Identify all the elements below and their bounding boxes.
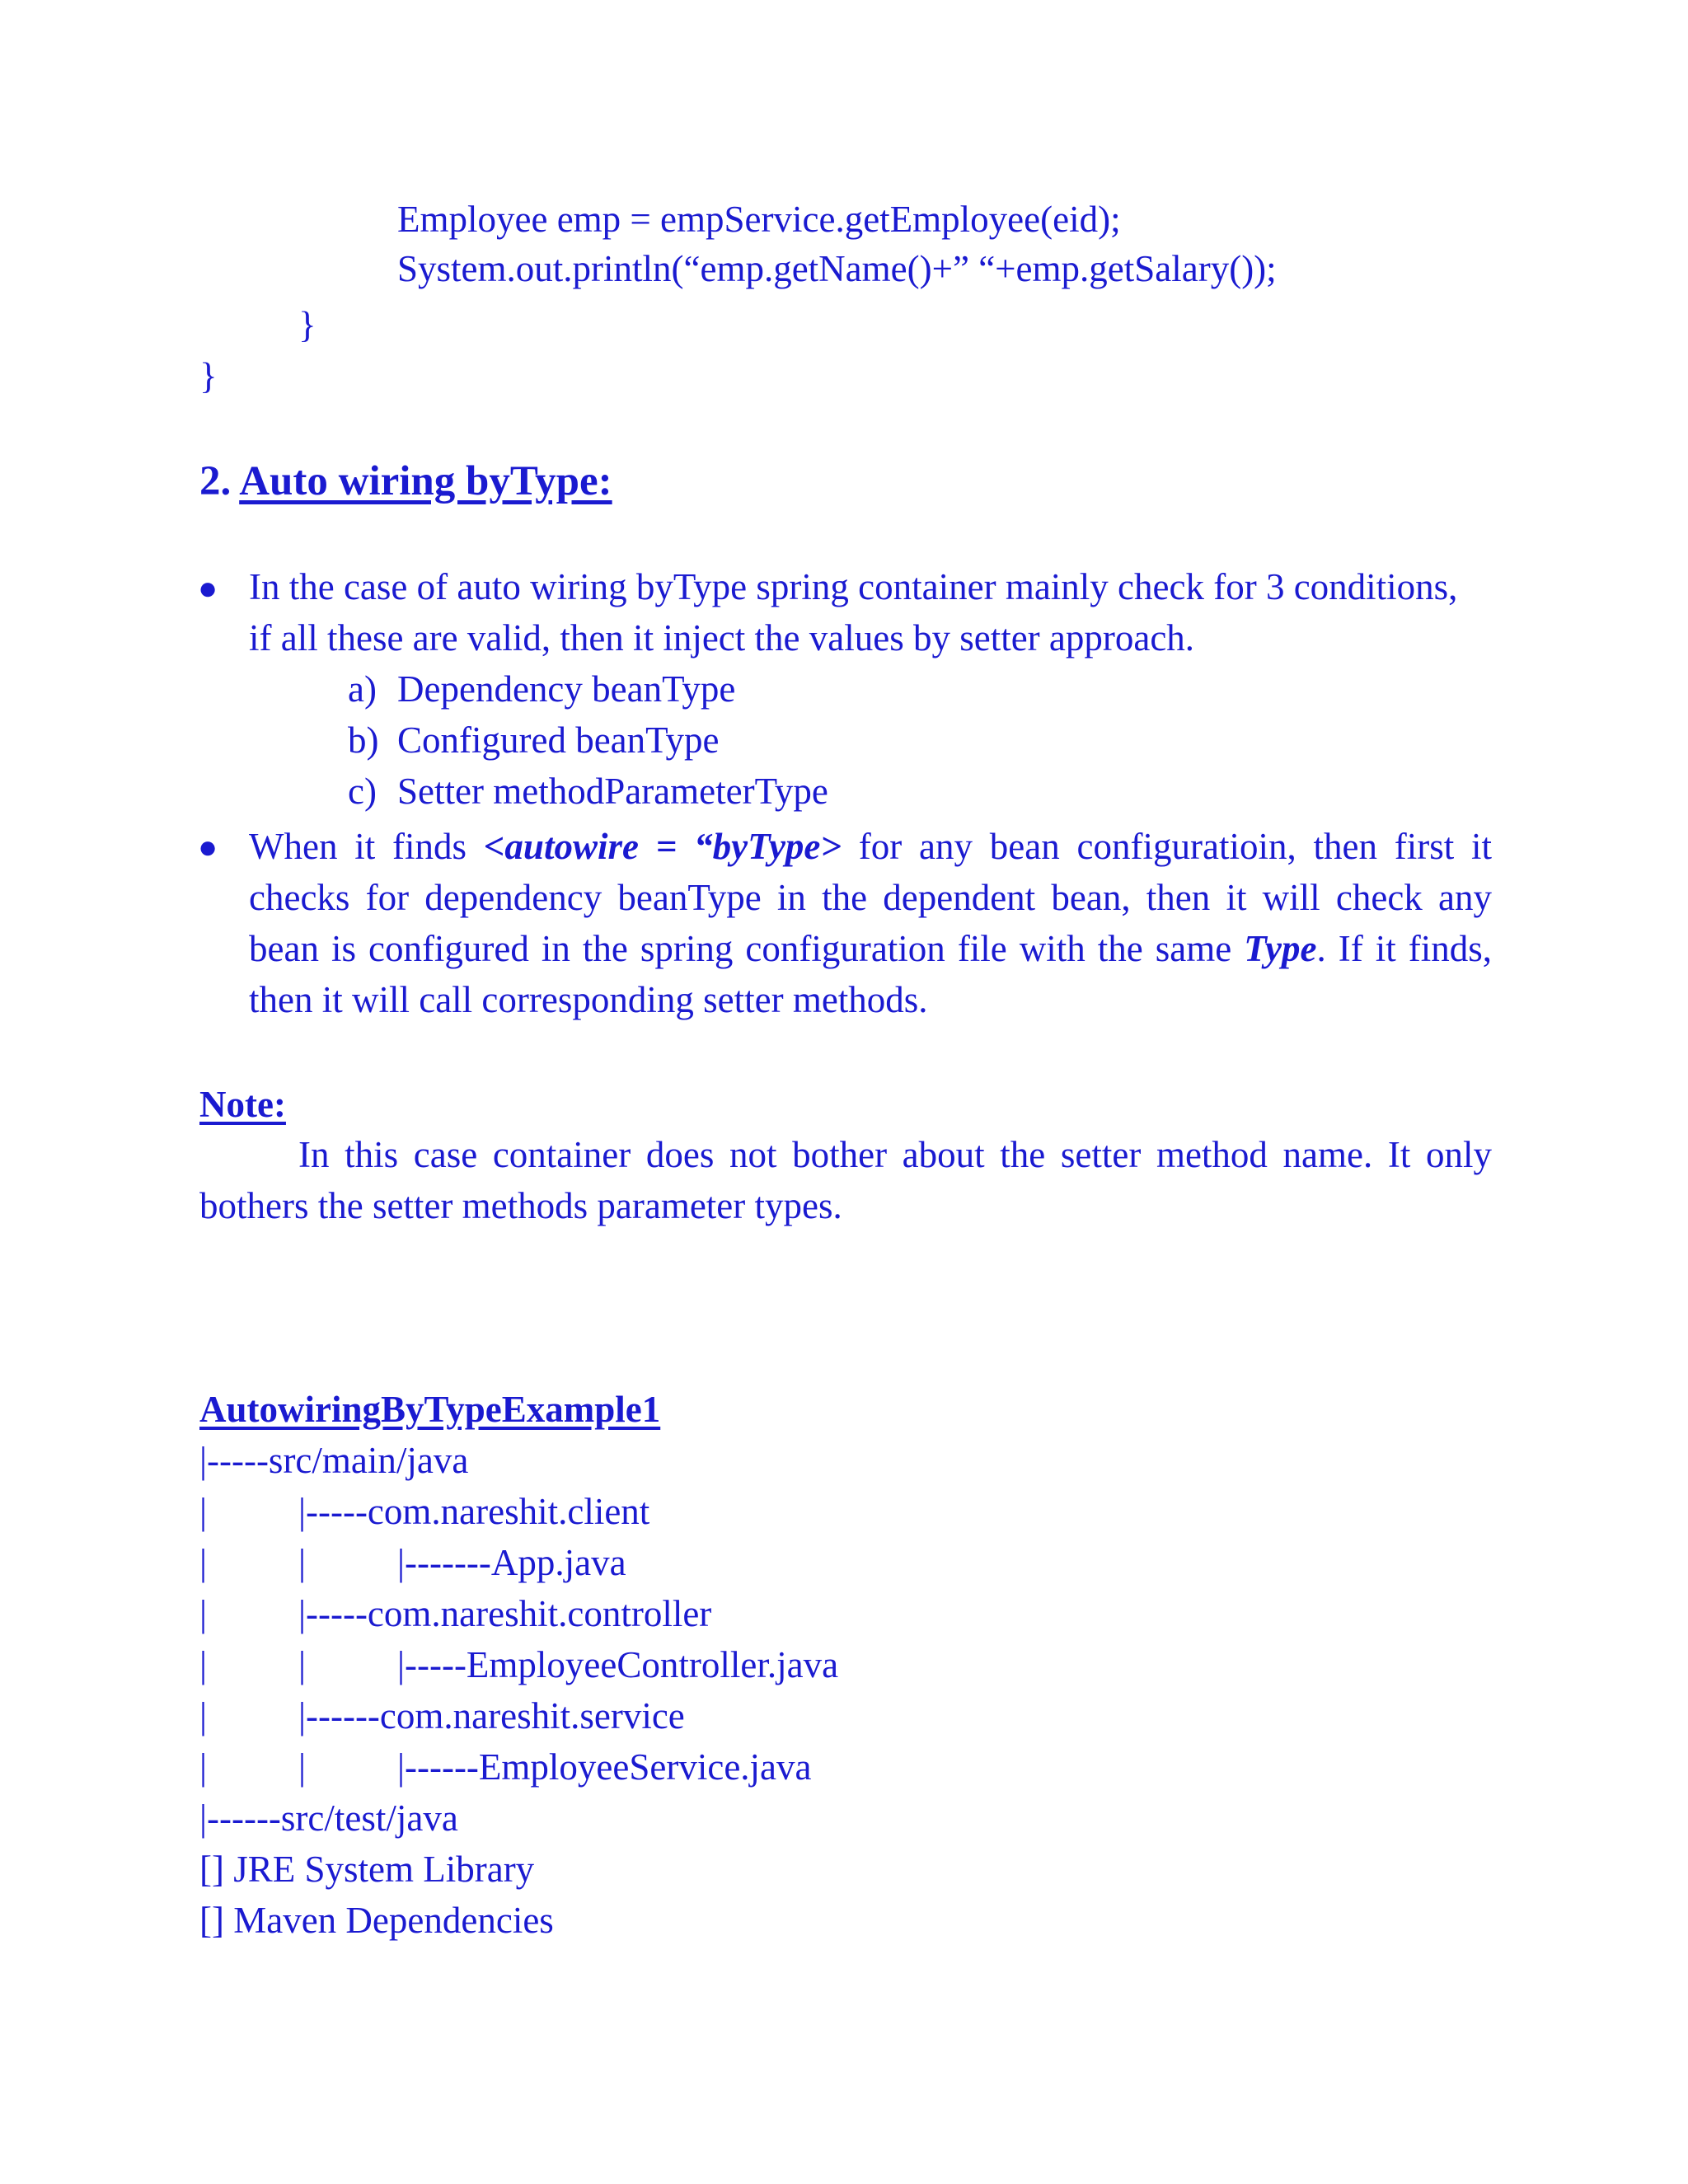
tree-pipe: | xyxy=(199,1746,208,1788)
tree-pipe: | xyxy=(199,1695,208,1736)
bullet-icon: ● xyxy=(198,828,218,865)
autowire-attribute: <autowire = “byType> xyxy=(483,826,842,867)
project-title: AutowiringByTypeExample1 xyxy=(199,1389,661,1430)
tree-pipe: | xyxy=(298,1644,307,1685)
list-item-b: Configured beanType xyxy=(397,719,720,761)
section-title: Auto wiring byType: xyxy=(239,458,612,504)
bullet-icon: ● xyxy=(198,569,218,607)
outer-closing-brace: } xyxy=(199,355,218,396)
tree-pipe: | xyxy=(298,1746,307,1788)
list-item-c: Setter methodParameterType xyxy=(397,771,828,812)
tree-maven-dependencies: [] Maven Dependencies xyxy=(199,1900,554,1941)
code-line-1: Employee emp = empService.getEmployee(eid); xyxy=(397,199,1121,240)
bullet1-row1: In the case of auto wiring byType spring container mainly check for 3 conditions, xyxy=(249,566,1458,607)
section-number: 2. xyxy=(199,458,232,504)
tree-package-controller: |-----com.nareshit.controller xyxy=(298,1593,712,1634)
tree-file-app: |-------App.java xyxy=(397,1542,626,1583)
note-paragraph xyxy=(199,1129,1492,1231)
tree-pipe: | xyxy=(298,1542,307,1583)
list-marker-c: c) xyxy=(348,771,377,812)
type-keyword: Type xyxy=(1244,928,1317,969)
tree-pipe: | xyxy=(199,1593,208,1634)
tree-package-client: |-----com.nareshit.client xyxy=(298,1491,650,1532)
tree-pipe: | xyxy=(199,1644,208,1685)
bullet2-row4: then it will call corresponding setter methods. xyxy=(249,979,928,1020)
code-line-2: System.out.println(“emp.getName()+” “+emp.getSalary()); xyxy=(397,248,1277,289)
tree-package-service: |------com.nareshit.service xyxy=(298,1695,685,1736)
tree-src-main-java: |-----src/main/java xyxy=(199,1440,469,1481)
list-marker-b: b) xyxy=(348,719,379,761)
bullet2-row3: bean is configured in the spring configuration file with the same Type. If it finds, xyxy=(249,928,1492,969)
tree-jre-library: [] JRE System Library xyxy=(199,1849,535,1890)
inner-closing-brace: } xyxy=(298,304,316,345)
note-label: Note: xyxy=(199,1084,286,1125)
list-item-a: Dependency beanType xyxy=(397,668,736,710)
note-row2: bothers the setter methods parameter types. xyxy=(199,1185,842,1226)
tree-file-employee-service: |------EmployeeService.java xyxy=(397,1746,812,1788)
list-marker-a: a) xyxy=(348,668,377,710)
bullet2-row1: When it finds <autowire = “byType> for any bean configuratioin, then first it xyxy=(249,826,1492,867)
bullet2-paragraph xyxy=(249,821,1492,1025)
bullet2-row2: checks for dependency beanType in the dependent bean, then it will check any xyxy=(249,877,1492,918)
tree-file-employee-controller: |-----EmployeeController.java xyxy=(397,1644,839,1685)
tree-pipe: | xyxy=(199,1542,208,1583)
section-heading xyxy=(199,457,612,506)
tree-pipe: | xyxy=(199,1491,208,1532)
bullet1-row2: if all these are valid, then it inject the values by setter approach. xyxy=(249,617,1195,658)
note-row1: In this case container does not bother about the setter method name. It only xyxy=(298,1134,1492,1175)
tree-src-test-java: |------src/test/java xyxy=(199,1797,458,1839)
